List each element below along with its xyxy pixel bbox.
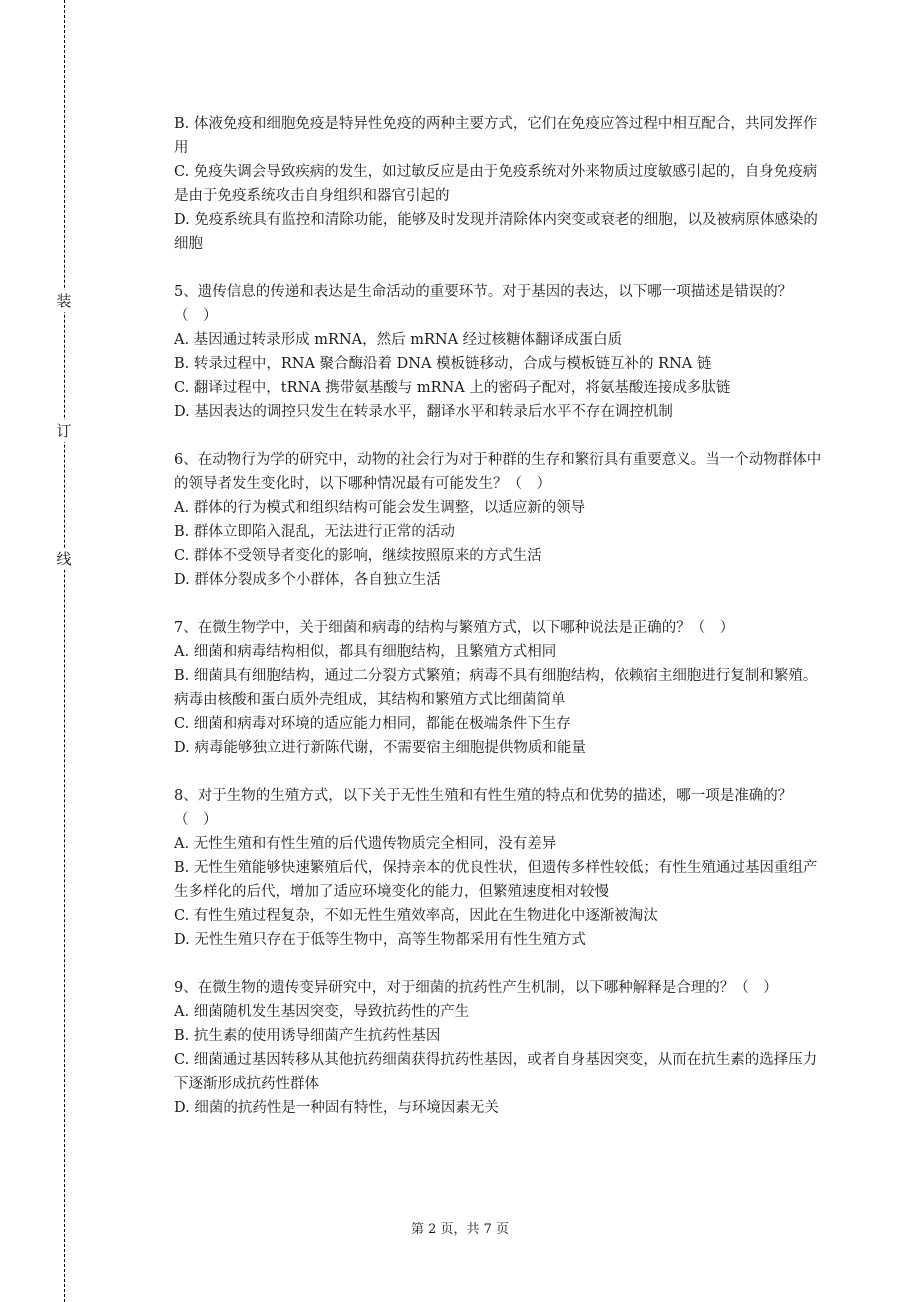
- option-b: B. 转录过程中，RNA 聚合酶沿着 DNA 模板链移动，合成与模板链互补的 RNA 链: [174, 356, 712, 372]
- option-c: C. 翻译过程中，tRNA 携带氨基酸与 mRNA 上的密码子配对，将氨基酸连接成多肽链: [174, 380, 731, 396]
- option-d: D. 无性生殖只存在于低等生物中，高等生物都采用有性生殖方式: [174, 932, 586, 948]
- binding-char-ding: 订: [56, 422, 72, 440]
- question-list: [174, 112, 824, 1144]
- question-4-continued: [174, 112, 824, 256]
- question-stem: 6、在动物行为学的研究中，动物的社会行为对于种群的生存和繁衍具有重要意义。当一个动物群体中的领导者发生变化时，以下哪种情况最有可能发生？（ ）: [174, 452, 822, 492]
- question-6: [174, 448, 824, 592]
- question-9: [174, 976, 824, 1120]
- option-c: C. 群体不受领导者变化的影响，继续按照原来的方式生活: [174, 548, 542, 564]
- question-8: [174, 784, 824, 952]
- option-b: B. 群体立即陷入混乱，无法进行正常的活动: [174, 524, 455, 540]
- option-a: A. 基因通过转录形成 mRNA，然后 mRNA 经过核糖体翻译成蛋白质: [174, 332, 623, 348]
- question-stem: 7、在微生物学中，关于细菌和病毒的结构与繁殖方式，以下哪种说法是正确的？（ ）: [174, 620, 735, 636]
- option-d: D. 基因表达的调控只发生在转录水平，翻译水平和转录后水平不存在调控机制: [174, 404, 673, 420]
- question-stem: 8、对于生物的生殖方式，以下关于无性生殖和有性生殖的特点和优势的描述，哪一项是准确的？（ ）: [174, 788, 793, 828]
- option-a: A. 无性生殖和有性生殖的后代遗传物质完全相同，没有差异: [174, 836, 557, 852]
- option-b: B. 细菌具有细胞结构，通过二分裂方式繁殖；病毒不具有细胞结构，依赖宿主细胞进行复制和繁殖。病毒由核酸和蛋白质外壳组成，其结构和繁殖方式比细菌简单: [174, 668, 818, 708]
- option-a: A. 细菌随机发生基因突变，导致抗药性的产生: [174, 1004, 470, 1020]
- option-d: D. 细菌的抗药性是一种固有特性，与环境因素无关: [174, 1100, 499, 1116]
- option-c: C. 细菌通过基因转移从其他抗药细菌获得抗药性基因，或者自身基因突变，从而在抗生素的选择压力下逐渐形成抗药性群体: [174, 1052, 818, 1092]
- page-number: 第 2 页，共 7 页: [410, 1222, 510, 1237]
- option-c: C. 有性生殖过程复杂，不如无性生殖效率高，因此在生物进化中逐渐被淘汰: [174, 908, 658, 924]
- option-a: A. 细菌和病毒结构相似，都具有细胞结构，且繁殖方式相同: [174, 644, 557, 660]
- option-d: D. 群体分裂成多个小群体，各自独立生活: [174, 572, 441, 588]
- question-7: [174, 616, 824, 760]
- option-d: D. 免疫系统具有监控和清除功能，能够及时发现并清除体内突变或衰老的细胞，以及被病原体感染的细胞: [174, 212, 818, 252]
- question-stem: 5、遗传信息的传递和表达是生命活动的重要环节。对于基因的表达，以下哪一项描述是错误的？（ ）: [174, 284, 793, 324]
- option-d: D. 病毒能够独立进行新陈代谢，不需要宿主细胞提供物质和能量: [174, 740, 586, 756]
- option-c: C. 免疫失调会导致疾病的发生，如过敏反应是由于免疫系统对外来物质过度敏感引起的，自身免疫病是由于免疫系统攻击自身组织和器官引起的: [174, 164, 818, 204]
- question-stem: 9、在微生物的遗传变异研究中，对于细菌的抗药性产生机制，以下哪种解释是合理的？（ ）: [174, 980, 778, 996]
- question-5: [174, 280, 824, 424]
- option-b: B. 体液免疫和细胞免疫是特异性免疫的两种主要方式，它们在免疫应答过程中相互配合，共同发挥作用: [174, 116, 818, 156]
- binding-char-zhuang: 装: [56, 292, 72, 310]
- option-b: B. 抗生素的使用诱导细菌产生抗药性基因: [174, 1028, 441, 1044]
- option-b: B. 无性生殖能够快速繁殖后代，保持亲本的优良性状，但遗传多样性较低；有性生殖通过基因重组产生多样化的后代，增加了适应环境变化的能力，但繁殖速度相对较慢: [174, 860, 818, 900]
- option-c: C. 细菌和病毒对环境的适应能力相同，都能在极端条件下生存: [174, 716, 571, 732]
- option-a: A. 群体的行为模式和组织结构可能会发生调整，以适应新的领导: [174, 500, 586, 516]
- binding-char-xian: 线: [56, 550, 72, 568]
- binding-dashed-line: [64, 0, 65, 1302]
